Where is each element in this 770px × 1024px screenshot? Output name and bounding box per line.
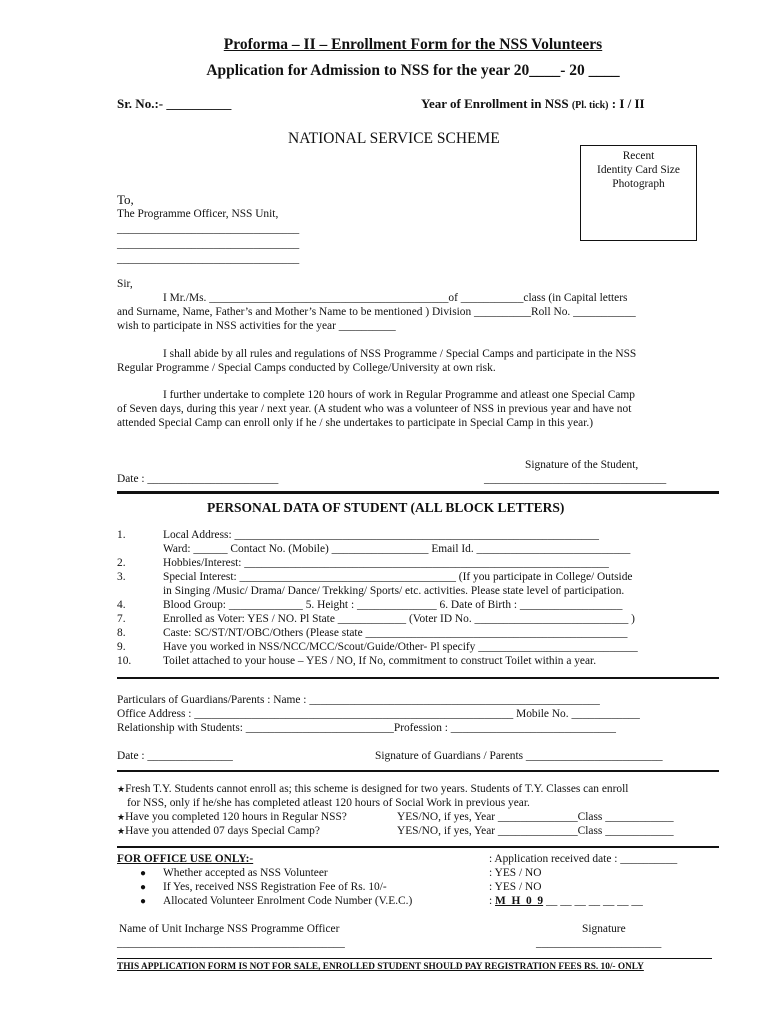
- bullet-icon: ●: [140, 896, 147, 907]
- student-date: Date : _______________________: [117, 473, 279, 485]
- address-to: To,: [117, 192, 134, 207]
- office-vec-code: [489, 895, 643, 907]
- year-tick: (Pl. tick): [571, 100, 609, 111]
- para1-line2: and Surname, Name, Father’s and Mother’s Name to be mentioned ) Division __________Roll No. ___________: [117, 306, 636, 318]
- office-accepted-value: : YES / NO: [489, 867, 542, 879]
- note-fresh-ty: [117, 783, 628, 795]
- note-regular-answer: YES/NO, if yes, Year ______________Class ____________: [397, 811, 674, 823]
- note-special-camp: [117, 825, 320, 837]
- address-officer: The Programme Officer, NSS Unit,: [117, 208, 279, 220]
- serial-number: Sr. No.:- __________: [117, 96, 232, 111]
- office-vec-label: Allocated Volunteer Enrolment Code Number (V.E.C.): [163, 895, 413, 907]
- hobbies-field: Hobbies/Interest: ________________________________________________________________: [163, 557, 609, 569]
- toilet-field: Toilet attached to your house – YES / NO, If No, commitment to construct Toilet within a year.: [163, 655, 597, 667]
- footer-notice: THIS APPLICATION FORM IS NOT FOR SALE, ENROLLED STUDENT SHOULD PAY REGISTRATION FEES RS. 10/- ONLY: [117, 962, 644, 972]
- item-number: 3.: [117, 571, 126, 583]
- personal-data-heading: PERSONAL DATA OF STUDENT (ALL BLOCK LETTERS): [207, 500, 565, 515]
- item-number: 4.: [117, 599, 126, 611]
- ward-contact-email-field: Ward: ______ Contact No. (Mobile) _________________ Email Id. ___________________________: [163, 543, 631, 555]
- section-divider: [117, 770, 719, 772]
- signature-label: Signature: [582, 923, 626, 935]
- footer-divider: [117, 958, 712, 959]
- bullet-icon: ●: [140, 868, 147, 879]
- item-number: 8.: [117, 627, 126, 639]
- para3-line1: I further undertake to complete 120 hours of work in Regular Programme and atleast one Special Camp: [163, 389, 635, 401]
- guardian-date: Date : _______________: [117, 750, 233, 762]
- photo-box: [580, 145, 697, 241]
- address-blank-3: ________________________________: [117, 253, 300, 265]
- item-number: 1.: [117, 529, 126, 541]
- vec-code-blanks: __ __ __ __ __ __ __: [545, 895, 643, 907]
- office-fee-label: If Yes, received NSS Registration Fee of Rs. 10/-: [163, 881, 387, 893]
- office-application-date: : Application received date : __________: [489, 853, 678, 865]
- star-icon: ★: [117, 784, 126, 794]
- caste-field: Caste: SC/ST/NT/OBC/Others (Please state ______________________________________________: [163, 627, 628, 639]
- local-address-field: Local Address: ________________________________________________________________: [163, 529, 599, 541]
- para1-line1: I Mr./Ms. __________________________________________of ___________class (in Capital letters: [163, 292, 628, 304]
- note-fresh-ty-line2: for NSS, only if he/she has completed atleast 120 hours of Social Work in previous year.: [127, 797, 530, 809]
- incharge-name-line: ________________________________________: [117, 937, 345, 949]
- guardian-office-field: Office Address : ________________________________________________________ Mobile No. ____________: [117, 708, 640, 720]
- photo-line-1: Recent: [622, 150, 655, 162]
- special-interest-field: Special Interest: ______________________________________ (If you participate in College/ Outside: [163, 571, 633, 583]
- guardian-relationship-field: Relationship with Students: __________________________Profession : _____________________________: [117, 722, 616, 734]
- para3-line2: of Seven days, during this year / next year. (A student who was a volunteer of NSS in previous year and have not: [117, 403, 632, 415]
- year-options: : I / II: [611, 96, 645, 111]
- student-signature-label: Signature of the Student,: [525, 459, 639, 471]
- vec-code-value: M H 0 9: [495, 895, 544, 907]
- star-icon: ★: [117, 826, 126, 836]
- form-title: Proforma – II – Enrollment Form for the NSS Volunteers: [223, 36, 603, 53]
- address-blank-2: ________________________________: [117, 238, 300, 250]
- vec-colon: :: [489, 895, 493, 907]
- photo-line-2: Identity Card Size: [597, 164, 680, 176]
- para3-line3: attended Special Camp can enroll only if he / she undertakes to participate in Special Camp in this year.): [117, 417, 594, 429]
- item-number: 9.: [117, 641, 126, 653]
- voter-field: Enrolled as Voter: YES / NO. Pl State ____________ (Voter ID No. ___________________________ ): [163, 613, 635, 625]
- para1-line3: wish to participate in NSS activities for the year __________: [117, 320, 396, 332]
- organisations-field: Have you worked in NSS/NCC/MCC/Scout/Guide/Other- Pl specify ____________________________: [163, 641, 638, 653]
- item-number: 7.: [117, 613, 126, 625]
- para2-line1: I shall abide by all rules and regulations of NSS Programme / Special Camps and participate in the NSS: [163, 348, 637, 360]
- note-regular-question: Have you completed 120 hours in Regular NSS?: [125, 811, 347, 823]
- scheme-title: NATIONAL SERVICE SCHEME: [288, 130, 500, 147]
- salutation: Sir,: [117, 278, 133, 290]
- para2-line2: Regular Programme / Special Camps conducted by College/University at own risk.: [117, 362, 496, 374]
- photo-line-3: Photograph: [612, 178, 665, 190]
- note-camp-answer: YES/NO, if yes, Year ______________Class ____________: [397, 825, 674, 837]
- item-number: 2.: [117, 557, 126, 569]
- year-of-enrollment: [421, 96, 645, 112]
- office-fee-value: : YES / NO: [489, 881, 542, 893]
- bullet-icon: ●: [140, 882, 147, 893]
- special-interest-note: in Singing /Music/ Drama/ Dance/ Trekking/ Sports/ etc. activities. Please state level of participation.: [163, 585, 625, 597]
- guardian-signature: Signature of Guardians / Parents ________________________: [375, 750, 663, 762]
- section-divider: [117, 677, 719, 679]
- unit-incharge-label: Name of Unit Incharge NSS Programme Officer: [119, 923, 340, 935]
- blood-height-dob-field: Blood Group: _____________ 5. Height : ______________ 6. Date of Birth : __________________: [163, 599, 623, 611]
- year-label: Year of Enrollment in NSS: [421, 96, 569, 111]
- note-regular-nss: [117, 811, 347, 823]
- incharge-signature-line: ______________________: [536, 937, 662, 949]
- address-blank-1: ________________________________: [117, 223, 300, 235]
- section-divider: [117, 491, 719, 494]
- guardian-name-field: Particulars of Guardians/Parents : Name : ___________________________________________________: [117, 694, 600, 706]
- star-icon: ★: [117, 812, 126, 822]
- note-camp-question: Have you attended 07 days Special Camp?: [125, 825, 320, 837]
- section-divider: [117, 846, 719, 848]
- item-number: 10.: [117, 655, 132, 667]
- office-accepted-label: Whether accepted as NSS Volunteer: [163, 867, 328, 879]
- office-use-heading: FOR OFFICE USE ONLY:-: [117, 853, 254, 865]
- note-line-1: Fresh T.Y. Students cannot enroll as; this scheme is designed for two years. Students of T.Y. Classes can enroll: [125, 783, 629, 795]
- form-subtitle: Application for Admission to NSS for the year 20____- 20 ____: [206, 62, 620, 79]
- student-signature-line: ________________________________: [484, 473, 667, 485]
